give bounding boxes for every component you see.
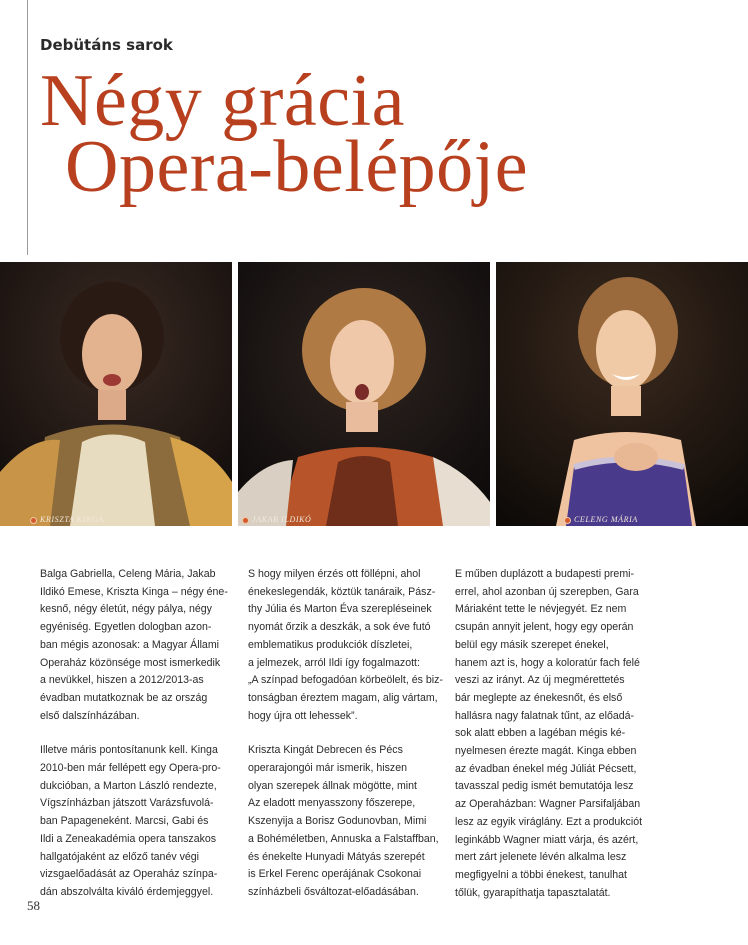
vertical-rule: [27, 0, 28, 255]
photo-jakab-ildiko: [238, 262, 490, 526]
text-column-1: [40, 566, 240, 919]
paragraph: Kriszta Kingát Debrecen és Pécs operarajongói már ismerik, hiszen olyan szerepek állnak mögötte, mint Az eladott menyasszony főszerepe, Kszenyija a Borisz Godunovban, Mimi a Bohéméletben, Annuska a Falstaffban, és énekelte Hunyadi Mátyás szerepét is Erkel Ferenc operájának Csokonai színházbeli ősváltozat-előadásában.: [248, 744, 439, 898]
page-number: 58: [27, 898, 40, 913]
section-label: Debütáns sarok: [40, 36, 173, 54]
title-line-2: Opera-belépője: [65, 126, 529, 208]
caption-dot-icon: [242, 517, 249, 524]
photo-caption: KRISZTA KINGA: [30, 515, 104, 524]
paragraph: Balga Gabriella, Celeng Mária, Jakab Ildikó Emese, Kriszta Kinga – négy éne- kesnő, négy életút, négy pálya, négy egyéniség. Egyetlen dologban azon- ban mégis azonosak: a Magyar Állami Operaház közönsége most ismerkedik a nevükkel, hiszen a 2012/2013-as évadban mutatkoznak be az ország első dalszínházában.: [40, 568, 228, 722]
photo-caption: CELENG MÁRIA: [564, 515, 638, 524]
paragraph: S hogy milyen érzés ott föllépni, ahol énekeslegendák, köztük tanáraik, Pász- thy Júlia és Marton Éva szerepléseinek nyomát őrzik a deszkák, a sok éve futó emblematikus produkciók díszletei, a jelmezek, arról Ildi így fogalmazott: „A színpad befogadóan körbeölelt, és biz- tonságban éreztem magam, alig vártam, hogy újra ott lehessek”.: [248, 568, 443, 722]
text-column-2: [248, 566, 448, 919]
photo-kriszta-kinga: [0, 262, 232, 526]
text-column-3: [455, 566, 655, 919]
photo-caption: JAKAB ILDIKÓ: [242, 515, 311, 524]
caption-dot-icon: [30, 517, 37, 524]
paragraph: E műben duplázott a budapesti premi- errel, ahol azonban új szerepben, Gara Máriaként tette le névjegyét. Ez nem csupán annyit jelent, hogy egy operán belül egy másik szerepet énekel, hanem azt is, hogy a koloratúr fach felé veszi az irányt. Az új megmérettetés bár meglepte az énekesnőt, és első hallásra nagy falatnak tűnt, az előadá- sok alatt ebben a lagéban mégis ké- nyelmesen érezte magát. Kinga ebben az évadban énekel még Júliát Pécsett, tavasszal pedig ismét bemutatója lesz az Operaházban: Wagner Parsifaljában lesz az egyik viráglány. Ezt a produkciót leginkább Wagner miatt várja, és azért, mert zárt jelenete lévén alkalma lesz megfigyelni a többi énekest, tanulhat tőlük, gyarapíthatja tapasztalatát.: [455, 568, 643, 899]
title-line-1: Négy grácia: [40, 60, 406, 142]
photo-celeng-maria: [496, 262, 748, 526]
caption-dot-icon: [564, 517, 571, 524]
photo-strip: [0, 262, 748, 526]
article-title: [40, 60, 740, 208]
paragraph: Illetve máris pontosítanunk kell. Kinga 2010-ben már fellépett egy Opera-pro- dukcióban, a Marton László rendezte, Vígszínházban játszott Varázsfuvolá- ban Papageneként. Marcsi, Gabi és Ildi a Zeneakadémia opera tanszakos hallgatójaként az előző tanév végi vizsgaelőadását az Operaház színpa- dán abszolválta kiváló érdemjeggyel.: [40, 744, 221, 898]
